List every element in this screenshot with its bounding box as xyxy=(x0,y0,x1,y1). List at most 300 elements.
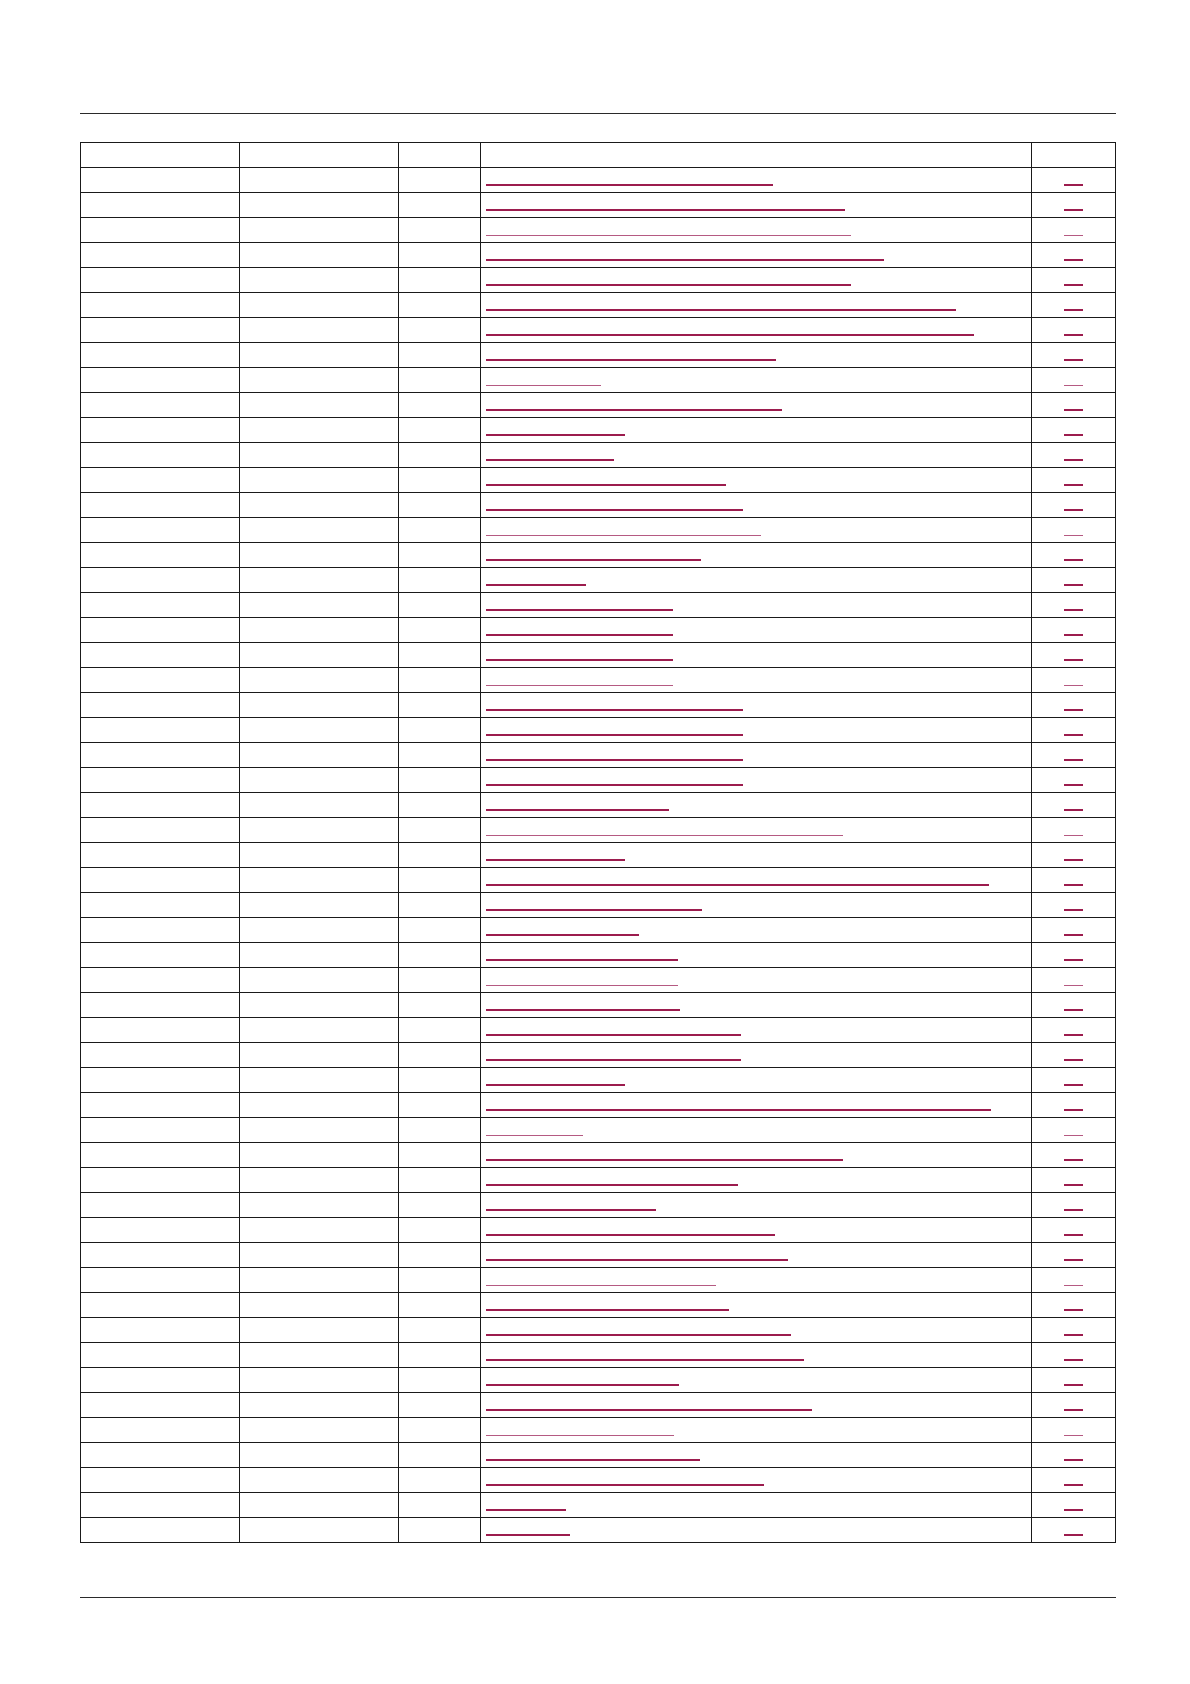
table-cell-col-2 xyxy=(240,1093,399,1118)
entry-link[interactable] xyxy=(486,277,851,286)
entry-link[interactable] xyxy=(486,852,625,861)
page-link[interactable] xyxy=(1064,1302,1083,1311)
entry-link[interactable] xyxy=(486,978,678,986)
entry-link[interactable] xyxy=(486,202,845,211)
table-cell-col-2 xyxy=(240,443,399,468)
table-cell-col-3 xyxy=(399,1468,481,1493)
page-link[interactable] xyxy=(1064,1252,1083,1261)
page-link[interactable] xyxy=(1064,427,1083,436)
table-cell-col-2 xyxy=(240,1068,399,1093)
table-cell-col-5 xyxy=(1032,1143,1116,1168)
table-row xyxy=(81,1168,1116,1193)
table-cell-col-1 xyxy=(81,418,240,443)
table-row xyxy=(81,1393,1116,1418)
table-cell-col-2 xyxy=(240,1043,399,1068)
table-cell-col-1 xyxy=(81,1018,240,1043)
table-cell-col-4 xyxy=(481,1443,1032,1468)
table-row xyxy=(81,393,1116,418)
table-cell-col-5 xyxy=(1032,493,1116,518)
header-cell-2 xyxy=(240,143,399,168)
table-cell-col-5 xyxy=(1032,268,1116,293)
entry-link[interactable] xyxy=(486,1128,583,1136)
table-cell-col-1 xyxy=(81,643,240,668)
entry-link[interactable] xyxy=(486,1502,566,1511)
page-link[interactable] xyxy=(1064,627,1083,636)
table-cell-col-5 xyxy=(1032,968,1116,993)
table-cell-col-5 xyxy=(1032,993,1116,1018)
table-cell-col-2 xyxy=(240,993,399,1018)
entry-link[interactable] xyxy=(486,402,782,411)
entry-link[interactable] xyxy=(486,828,843,836)
table-cell-col-2 xyxy=(240,243,399,268)
page-link[interactable] xyxy=(1064,1077,1083,1086)
page-link[interactable] xyxy=(1064,828,1083,836)
entry-link[interactable] xyxy=(486,727,743,736)
table-cell-col-3 xyxy=(399,443,481,468)
table-cell-col-3 xyxy=(399,1443,481,1468)
page-link[interactable] xyxy=(1064,1052,1083,1061)
entry-link[interactable] xyxy=(486,1402,812,1411)
table-cell-col-1 xyxy=(81,1243,240,1268)
table-cell-col-3 xyxy=(399,1393,481,1418)
table-cell-col-1 xyxy=(81,1268,240,1293)
table-cell-col-3 xyxy=(399,1293,481,1318)
table-cell-col-4 xyxy=(481,1168,1032,1193)
page-link[interactable] xyxy=(1064,1002,1083,1011)
table-cell-col-5 xyxy=(1032,1318,1116,1343)
entry-link[interactable] xyxy=(486,1077,625,1086)
table-cell-col-5 xyxy=(1032,1218,1116,1243)
table-cell-col-5 xyxy=(1032,768,1116,793)
table-row xyxy=(81,893,1116,918)
table-cell-col-4 xyxy=(481,1268,1032,1293)
table-cell-col-5 xyxy=(1032,1168,1116,1193)
table-cell-col-4 xyxy=(481,393,1032,418)
table-row xyxy=(81,1418,1116,1443)
entry-link[interactable] xyxy=(486,952,678,961)
page-link[interactable] xyxy=(1064,502,1083,511)
page-link[interactable] xyxy=(1064,577,1083,586)
table-cell-col-2 xyxy=(240,1118,399,1143)
table-cell-col-2 xyxy=(240,593,399,618)
table-cell-col-2 xyxy=(240,468,399,493)
page-link[interactable] xyxy=(1064,652,1083,661)
entry-link[interactable] xyxy=(486,228,851,236)
entry-link[interactable] xyxy=(486,302,956,311)
table-cell-col-3 xyxy=(399,568,481,593)
table-cell-col-3 xyxy=(399,793,481,818)
page-link[interactable] xyxy=(1064,1452,1083,1461)
table-row xyxy=(81,618,1116,643)
page-link[interactable] xyxy=(1064,378,1083,386)
table-cell-col-3 xyxy=(399,1018,481,1043)
table-cell-col-5 xyxy=(1032,1518,1116,1543)
table-cell-col-2 xyxy=(240,843,399,868)
table-cell-col-2 xyxy=(240,1393,399,1418)
table-cell-col-5 xyxy=(1032,368,1116,393)
entry-link[interactable] xyxy=(486,752,743,761)
page-link[interactable] xyxy=(1064,477,1083,486)
table-cell-col-4 xyxy=(481,943,1032,968)
table-cell-col-4 xyxy=(481,618,1032,643)
page-link[interactable] xyxy=(1064,602,1083,611)
entry-link[interactable] xyxy=(486,777,743,786)
table-cell-col-4 xyxy=(481,1093,1032,1118)
page-link[interactable] xyxy=(1064,1278,1083,1286)
index-table xyxy=(80,142,1116,1543)
table-cell-col-4 xyxy=(481,1218,1032,1243)
table-row xyxy=(81,593,1116,618)
page-link[interactable] xyxy=(1064,277,1083,286)
entry-link[interactable] xyxy=(486,1002,680,1011)
table-cell-col-4 xyxy=(481,1143,1032,1168)
table-cell-col-3 xyxy=(399,1368,481,1393)
page-link[interactable] xyxy=(1064,1128,1083,1136)
entry-link[interactable] xyxy=(486,327,974,336)
header-cell-5 xyxy=(1032,143,1116,168)
table-row xyxy=(81,1343,1116,1368)
table-cell-col-3 xyxy=(399,668,481,693)
table-row xyxy=(81,968,1116,993)
table-row xyxy=(81,1268,1116,1293)
table-row xyxy=(81,1368,1116,1393)
table-row xyxy=(81,468,1116,493)
table-cell-col-3 xyxy=(399,543,481,568)
table-cell-col-4 xyxy=(481,268,1032,293)
table-row xyxy=(81,543,1116,568)
table-row xyxy=(81,1493,1116,1518)
table-cell-col-4 xyxy=(481,843,1032,868)
table-cell-col-5 xyxy=(1032,1343,1116,1368)
page-link[interactable] xyxy=(1064,452,1083,461)
table-cell-col-2 xyxy=(240,218,399,243)
table-cell-col-2 xyxy=(240,1368,399,1393)
table-cell-col-3 xyxy=(399,343,481,368)
table-cell-col-4 xyxy=(481,593,1032,618)
table-cell-col-2 xyxy=(240,1493,399,1518)
entry-link[interactable] xyxy=(486,1052,741,1061)
page-link[interactable] xyxy=(1064,528,1083,536)
table-row xyxy=(81,843,1116,868)
table-cell-col-5 xyxy=(1032,218,1116,243)
table-cell-col-3 xyxy=(399,243,481,268)
page-link[interactable] xyxy=(1064,1027,1083,1036)
table-cell-col-3 xyxy=(399,368,481,393)
table-cell-col-5 xyxy=(1032,243,1116,268)
table-cell-col-4 xyxy=(481,1293,1032,1318)
page-link[interactable] xyxy=(1064,202,1083,211)
page-link[interactable] xyxy=(1064,927,1083,936)
table-cell-col-2 xyxy=(240,1218,399,1243)
table-cell-col-4 xyxy=(481,418,1032,443)
table-cell-col-4 xyxy=(481,368,1032,393)
entry-link[interactable] xyxy=(486,1252,788,1261)
entry-link[interactable] xyxy=(486,252,884,261)
table-cell-col-3 xyxy=(399,1343,481,1368)
page-link[interactable] xyxy=(1064,352,1083,361)
table-cell-col-5 xyxy=(1032,1093,1116,1118)
table-cell-col-3 xyxy=(399,893,481,918)
page-link[interactable] xyxy=(1064,327,1083,336)
table-cell-col-1 xyxy=(81,1093,240,1118)
table-cell-col-4 xyxy=(481,718,1032,743)
page-link[interactable] xyxy=(1064,727,1083,736)
table-cell-col-1 xyxy=(81,1343,240,1368)
table-cell-col-3 xyxy=(399,493,481,518)
table-cell-col-4 xyxy=(481,568,1032,593)
table-cell-col-1 xyxy=(81,318,240,343)
entry-link[interactable] xyxy=(486,528,761,536)
table-cell-col-1 xyxy=(81,668,240,693)
page-link[interactable] xyxy=(1064,302,1083,311)
table-cell-col-4 xyxy=(481,1343,1032,1368)
table-cell-col-1 xyxy=(81,368,240,393)
table-cell-col-5 xyxy=(1032,568,1116,593)
entry-link[interactable] xyxy=(486,1452,700,1461)
table-row xyxy=(81,193,1116,218)
table-row xyxy=(81,1143,1116,1168)
table-row xyxy=(81,818,1116,843)
entry-link[interactable] xyxy=(486,678,673,686)
entry-link[interactable] xyxy=(486,1352,804,1361)
table-cell-col-1 xyxy=(81,1518,240,1543)
entry-link[interactable] xyxy=(486,1152,843,1161)
page-link[interactable] xyxy=(1064,1477,1083,1486)
entry-link[interactable] xyxy=(486,1102,991,1111)
table-row xyxy=(81,368,1116,393)
entry-link[interactable] xyxy=(486,577,586,586)
table-row xyxy=(81,1293,1116,1318)
table-cell-col-3 xyxy=(399,1193,481,1218)
table-cell-col-3 xyxy=(399,943,481,968)
table-cell-col-5 xyxy=(1032,893,1116,918)
page-link[interactable] xyxy=(1064,1402,1083,1411)
page-link[interactable] xyxy=(1064,228,1083,236)
page-link[interactable] xyxy=(1064,877,1083,886)
table-cell-col-2 xyxy=(240,1018,399,1043)
table-cell-col-5 xyxy=(1032,918,1116,943)
page-link[interactable] xyxy=(1064,1377,1083,1386)
table-row xyxy=(81,693,1116,718)
table-cell-col-1 xyxy=(81,1168,240,1193)
table-body xyxy=(81,168,1116,1543)
table-row xyxy=(81,768,1116,793)
table-cell-col-4 xyxy=(481,1368,1032,1393)
table-cell-col-3 xyxy=(399,218,481,243)
table-cell-col-2 xyxy=(240,918,399,943)
table-cell-col-1 xyxy=(81,1418,240,1443)
table-cell-col-5 xyxy=(1032,418,1116,443)
table-cell-col-3 xyxy=(399,1043,481,1068)
table-cell-col-4 xyxy=(481,793,1032,818)
table-row xyxy=(81,1118,1116,1143)
page-link[interactable] xyxy=(1064,1428,1083,1436)
entry-link[interactable] xyxy=(486,452,614,461)
table-row xyxy=(81,293,1116,318)
table-cell-col-5 xyxy=(1032,443,1116,468)
table-cell-col-1 xyxy=(81,1443,240,1468)
table-cell-col-3 xyxy=(399,1068,481,1093)
table-cell-col-2 xyxy=(240,818,399,843)
table-cell-col-1 xyxy=(81,568,240,593)
table-cell-col-1 xyxy=(81,518,240,543)
table-cell-col-5 xyxy=(1032,868,1116,893)
page-link[interactable] xyxy=(1064,1527,1083,1536)
table-cell-col-2 xyxy=(240,1443,399,1468)
table-cell-col-1 xyxy=(81,793,240,818)
table-cell-col-3 xyxy=(399,1243,481,1268)
page-link[interactable] xyxy=(1064,852,1083,861)
table-cell-col-2 xyxy=(240,1243,399,1268)
entry-link[interactable] xyxy=(486,1177,738,1186)
entry-link[interactable] xyxy=(486,1477,764,1486)
entry-link[interactable] xyxy=(486,1302,729,1311)
entry-link[interactable] xyxy=(486,1027,741,1036)
table-cell-col-1 xyxy=(81,343,240,368)
table-cell-col-4 xyxy=(481,1118,1032,1143)
table-cell-col-1 xyxy=(81,868,240,893)
table-cell-col-1 xyxy=(81,593,240,618)
entry-link[interactable] xyxy=(486,502,743,511)
table-cell-col-1 xyxy=(81,168,240,193)
table-row xyxy=(81,643,1116,668)
entry-link[interactable] xyxy=(486,927,639,936)
table-cell-col-5 xyxy=(1032,1368,1116,1393)
table-cell-col-4 xyxy=(481,1518,1032,1543)
table-cell-col-1 xyxy=(81,1493,240,1518)
entry-link[interactable] xyxy=(486,1377,679,1386)
page-link[interactable] xyxy=(1064,177,1083,186)
page-link[interactable] xyxy=(1064,552,1083,561)
entry-link[interactable] xyxy=(486,427,625,436)
table-cell-col-1 xyxy=(81,193,240,218)
table-row xyxy=(81,1518,1116,1543)
table-cell-col-1 xyxy=(81,718,240,743)
page-link[interactable] xyxy=(1064,1202,1083,1211)
table-cell-col-2 xyxy=(240,343,399,368)
entry-link[interactable] xyxy=(486,177,773,186)
page-link[interactable] xyxy=(1064,902,1083,911)
table-cell-col-2 xyxy=(240,793,399,818)
page-link[interactable] xyxy=(1064,402,1083,411)
table-cell-col-2 xyxy=(240,493,399,518)
table-cell-col-5 xyxy=(1032,1443,1116,1468)
table-cell-col-2 xyxy=(240,318,399,343)
entry-link[interactable] xyxy=(486,1278,716,1286)
entry-link[interactable] xyxy=(486,602,673,611)
table-cell-col-3 xyxy=(399,293,481,318)
table-cell-col-5 xyxy=(1032,1118,1116,1143)
table-cell-col-2 xyxy=(240,668,399,693)
table-cell-col-5 xyxy=(1032,793,1116,818)
table-row xyxy=(81,1468,1116,1493)
table-cell-col-2 xyxy=(240,1193,399,1218)
page-link[interactable] xyxy=(1064,802,1083,811)
table-cell-col-1 xyxy=(81,1318,240,1343)
page-link[interactable] xyxy=(1064,1227,1083,1236)
page-link[interactable] xyxy=(1064,978,1083,986)
table-row xyxy=(81,718,1116,743)
page-link[interactable] xyxy=(1064,952,1083,961)
page-link[interactable] xyxy=(1064,1152,1083,1161)
table-cell-col-4 xyxy=(481,1243,1032,1268)
entry-link[interactable] xyxy=(486,1202,656,1211)
page-link[interactable] xyxy=(1064,752,1083,761)
table-cell-col-5 xyxy=(1032,618,1116,643)
table-cell-col-2 xyxy=(240,1143,399,1168)
table-row xyxy=(81,418,1116,443)
table-cell-col-1 xyxy=(81,968,240,993)
table-cell-col-3 xyxy=(399,418,481,443)
table-cell-col-4 xyxy=(481,868,1032,893)
entry-link[interactable] xyxy=(486,477,726,486)
page-link[interactable] xyxy=(1064,1177,1083,1186)
entry-link[interactable] xyxy=(486,1527,570,1536)
page-link[interactable] xyxy=(1064,1502,1083,1511)
table-cell-col-1 xyxy=(81,743,240,768)
table-cell-col-4 xyxy=(481,1043,1032,1068)
table-cell-col-5 xyxy=(1032,818,1116,843)
page-link[interactable] xyxy=(1064,1102,1083,1111)
table-row xyxy=(81,743,1116,768)
table-row xyxy=(81,318,1116,343)
table-cell-col-3 xyxy=(399,318,481,343)
table-cell-col-2 xyxy=(240,893,399,918)
table-cell-col-3 xyxy=(399,1218,481,1243)
header-rule xyxy=(80,113,1116,114)
table-row xyxy=(81,1318,1116,1343)
table-cell-col-5 xyxy=(1032,1493,1116,1518)
entry-link[interactable] xyxy=(486,552,701,561)
entry-link[interactable] xyxy=(486,902,702,911)
entry-link[interactable] xyxy=(486,378,601,386)
table-cell-col-3 xyxy=(399,993,481,1018)
page-link[interactable] xyxy=(1064,1352,1083,1361)
table-cell-col-5 xyxy=(1032,1293,1116,1318)
table-cell-col-4 xyxy=(481,768,1032,793)
table-cell-col-2 xyxy=(240,1168,399,1193)
table-cell-col-3 xyxy=(399,868,481,893)
page-link[interactable] xyxy=(1064,1327,1083,1336)
table-row xyxy=(81,343,1116,368)
page-link[interactable] xyxy=(1064,252,1083,261)
table-row xyxy=(81,1218,1116,1243)
entry-link[interactable] xyxy=(486,352,776,361)
table-cell-col-2 xyxy=(240,368,399,393)
entry-link[interactable] xyxy=(486,627,673,636)
entry-link[interactable] xyxy=(486,652,673,661)
page-link[interactable] xyxy=(1064,678,1083,686)
table-cell-col-4 xyxy=(481,543,1032,568)
table-cell-col-1 xyxy=(81,693,240,718)
entry-link[interactable] xyxy=(486,1327,791,1336)
entry-link[interactable] xyxy=(486,802,669,811)
entry-link[interactable] xyxy=(486,702,743,711)
entry-link[interactable] xyxy=(486,877,989,886)
table-cell-col-4 xyxy=(481,1018,1032,1043)
table-cell-col-3 xyxy=(399,718,481,743)
entry-link[interactable] xyxy=(486,1227,775,1236)
table-cell-col-3 xyxy=(399,918,481,943)
page-link[interactable] xyxy=(1064,777,1083,786)
page-link[interactable] xyxy=(1064,702,1083,711)
table-cell-col-1 xyxy=(81,843,240,868)
entry-link[interactable] xyxy=(486,1428,674,1436)
table-row xyxy=(81,943,1116,968)
table-row xyxy=(81,568,1116,593)
footer-rule xyxy=(80,1597,1116,1598)
table-cell-col-1 xyxy=(81,943,240,968)
